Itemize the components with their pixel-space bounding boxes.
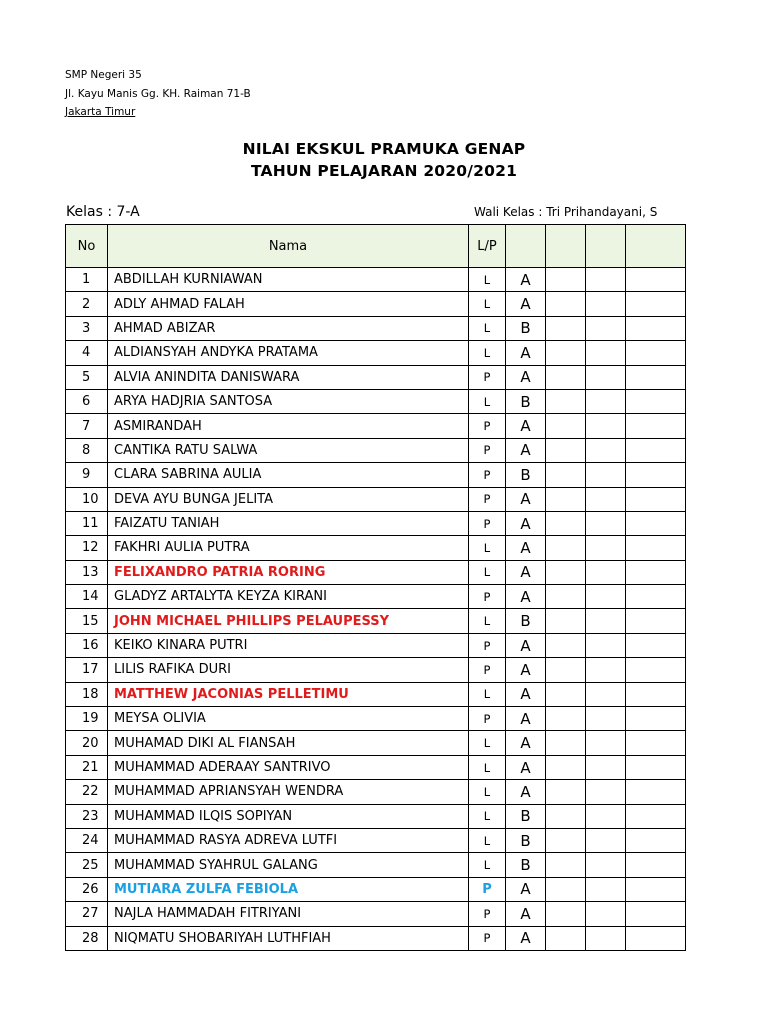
student-no: 17	[66, 658, 108, 682]
student-no: 11	[66, 511, 108, 535]
empty-cell	[586, 658, 626, 682]
student-no: 20	[66, 731, 108, 755]
empty-cell	[626, 389, 686, 413]
empty-cell	[546, 804, 586, 828]
header-blank	[506, 225, 546, 268]
table-row	[66, 682, 686, 706]
empty-cell	[546, 487, 586, 511]
table-row	[66, 365, 686, 389]
student-grade: A	[506, 707, 546, 731]
student-no: 4	[66, 341, 108, 365]
student-name: KEIKO KINARA PUTRI	[108, 633, 469, 657]
student-no: 18	[66, 682, 108, 706]
empty-cell	[586, 926, 626, 950]
student-no: 2	[66, 292, 108, 316]
student-name: MUTIARA ZULFA FEBIOLA	[108, 877, 469, 901]
student-name: JOHN MICHAEL PHILLIPS PELAUPESSY	[108, 609, 469, 633]
table-row	[66, 268, 686, 292]
empty-cell	[626, 365, 686, 389]
table-row	[66, 414, 686, 438]
student-gender: L	[469, 268, 506, 292]
empty-cell	[586, 585, 626, 609]
student-gender: L	[469, 853, 506, 877]
student-name: ADLY AHMAD FALAH	[108, 292, 469, 316]
empty-cell	[626, 707, 686, 731]
page-subtitle: TAHUN PELAJARAN 2020/2021	[250, 162, 518, 180]
student-no: 6	[66, 389, 108, 413]
empty-cell	[546, 755, 586, 779]
student-gender: L	[469, 560, 506, 584]
student-grade: B	[506, 316, 546, 340]
empty-cell	[626, 609, 686, 633]
grade-table	[65, 224, 686, 951]
table-row	[66, 755, 686, 779]
student-grade: B	[506, 804, 546, 828]
student-name: ALVIA ANINDITA DANISWARA	[108, 365, 469, 389]
empty-cell	[586, 804, 626, 828]
student-name: DEVA AYU BUNGA JELITA	[108, 487, 469, 511]
empty-cell	[546, 316, 586, 340]
student-gender: P	[469, 926, 506, 950]
empty-cell	[626, 536, 686, 560]
student-no: 23	[66, 804, 108, 828]
table-row	[66, 536, 686, 560]
student-grade: A	[506, 268, 546, 292]
student-no: 22	[66, 780, 108, 804]
student-no: 8	[66, 438, 108, 462]
empty-cell	[546, 438, 586, 462]
empty-cell	[546, 658, 586, 682]
student-no: 28	[66, 926, 108, 950]
empty-cell	[626, 633, 686, 657]
student-grade: A	[506, 365, 546, 389]
table-row	[66, 902, 686, 926]
empty-cell	[586, 853, 626, 877]
empty-cell	[586, 828, 626, 852]
empty-cell	[546, 560, 586, 584]
student-no: 9	[66, 463, 108, 487]
empty-cell	[586, 341, 626, 365]
empty-cell	[586, 463, 626, 487]
empty-cell	[586, 633, 626, 657]
student-gender: L	[469, 389, 506, 413]
student-name: MUHAMAD DIKI AL FIANSAH	[108, 731, 469, 755]
header-blank	[626, 225, 686, 268]
student-name: LILIS RAFIKA DURI	[108, 658, 469, 682]
class-label: Kelas	[66, 204, 103, 220]
empty-cell	[586, 316, 626, 340]
empty-cell	[586, 365, 626, 389]
empty-cell	[546, 731, 586, 755]
student-name: NAJLA HAMMADAH FITRIYANI	[108, 902, 469, 926]
table-row	[66, 853, 686, 877]
student-name: ABDILLAH KURNIAWAN	[108, 268, 469, 292]
header-blank	[546, 225, 586, 268]
student-name: FAKHRI AULIA PUTRA	[108, 536, 469, 560]
student-no: 10	[66, 487, 108, 511]
empty-cell	[546, 780, 586, 804]
student-gender: P	[469, 658, 506, 682]
student-gender: P	[469, 877, 506, 901]
empty-cell	[626, 585, 686, 609]
student-grade: A	[506, 341, 546, 365]
student-no: 21	[66, 755, 108, 779]
empty-cell	[626, 780, 686, 804]
student-grade: A	[506, 560, 546, 584]
empty-cell	[586, 877, 626, 901]
empty-cell	[626, 341, 686, 365]
homeroom-teacher: Wali Kelas : Tri Prihandayani, S	[474, 205, 658, 219]
empty-cell	[626, 828, 686, 852]
student-grade: B	[506, 463, 546, 487]
empty-cell	[626, 511, 686, 535]
table-row	[66, 389, 686, 413]
empty-cell	[586, 707, 626, 731]
empty-cell	[546, 682, 586, 706]
student-name: MUHAMMAD SYAHRUL GALANG	[108, 853, 469, 877]
student-no: 12	[66, 536, 108, 560]
table-row	[66, 926, 686, 950]
empty-cell	[546, 389, 586, 413]
empty-cell	[626, 438, 686, 462]
empty-cell	[546, 853, 586, 877]
student-grade: A	[506, 536, 546, 560]
student-grade: A	[506, 292, 546, 316]
table-row	[66, 731, 686, 755]
empty-cell	[546, 633, 586, 657]
empty-cell	[586, 682, 626, 706]
empty-cell	[626, 902, 686, 926]
student-grade: A	[506, 755, 546, 779]
student-name: MATTHEW JACONIAS PELLETIMU	[108, 682, 469, 706]
student-grade: A	[506, 633, 546, 657]
empty-cell	[586, 389, 626, 413]
empty-cell	[586, 609, 626, 633]
empty-cell	[586, 487, 626, 511]
student-name: AHMAD ABIZAR	[108, 316, 469, 340]
student-name: CANTIKA RATU SALWA	[108, 438, 469, 462]
student-no: 16	[66, 633, 108, 657]
student-gender: P	[469, 511, 506, 535]
empty-cell	[586, 414, 626, 438]
class-info	[66, 204, 140, 220]
empty-cell	[586, 560, 626, 584]
student-gender: L	[469, 536, 506, 560]
empty-cell	[546, 268, 586, 292]
student-no: 27	[66, 902, 108, 926]
school-address: Jl. Kayu Manis Gg. KH. Raiman 71-B	[65, 88, 251, 100]
student-gender: P	[469, 585, 506, 609]
student-grade: A	[506, 414, 546, 438]
empty-cell	[546, 609, 586, 633]
student-name: ALDIANSYAH ANDYKA PRATAMA	[108, 341, 469, 365]
student-gender: P	[469, 707, 506, 731]
student-gender: P	[469, 463, 506, 487]
school-city: Jakarta Timur	[65, 106, 136, 118]
student-name: MUHAMMAD ILQIS SOPIYAN	[108, 804, 469, 828]
student-name: ARYA HADJRIA SANTOSA	[108, 389, 469, 413]
student-grade: A	[506, 511, 546, 535]
student-name: FELIXANDRO PATRIA RORING	[108, 560, 469, 584]
student-no: 7	[66, 414, 108, 438]
student-gender: L	[469, 341, 506, 365]
student-name: MUHAMMAD APRIANSYAH WENDRA	[108, 780, 469, 804]
student-name: FAIZATU TANIAH	[108, 511, 469, 535]
empty-cell	[626, 731, 686, 755]
student-no: 15	[66, 609, 108, 633]
empty-cell	[586, 780, 626, 804]
page-title: NILAI EKSKUL PRAMUKA GENAP	[242, 140, 526, 158]
student-grade: A	[506, 902, 546, 926]
student-no: 1	[66, 268, 108, 292]
student-name: MUHAMMAD ADERAAY SANTRIVO	[108, 755, 469, 779]
empty-cell	[546, 707, 586, 731]
student-gender: L	[469, 731, 506, 755]
student-grade: A	[506, 585, 546, 609]
table-row	[66, 609, 686, 633]
empty-cell	[626, 268, 686, 292]
empty-cell	[546, 292, 586, 316]
student-no: 25	[66, 853, 108, 877]
empty-cell	[626, 316, 686, 340]
empty-cell	[586, 536, 626, 560]
student-grade: A	[506, 487, 546, 511]
student-name: NIQMATU SHOBARIYAH LUTHFIAH	[108, 926, 469, 950]
student-gender: L	[469, 682, 506, 706]
empty-cell	[586, 755, 626, 779]
student-name: MUHAMMAD RASYA ADREVA LUTFI	[108, 828, 469, 852]
empty-cell	[586, 292, 626, 316]
empty-cell	[546, 463, 586, 487]
empty-cell	[626, 414, 686, 438]
table-row	[66, 463, 686, 487]
student-grade: A	[506, 926, 546, 950]
empty-cell	[626, 487, 686, 511]
empty-cell	[546, 828, 586, 852]
empty-cell	[546, 536, 586, 560]
student-gender: L	[469, 780, 506, 804]
student-no: 5	[66, 365, 108, 389]
table-body	[66, 268, 686, 951]
student-no: 26	[66, 877, 108, 901]
student-grade: A	[506, 731, 546, 755]
empty-cell	[546, 365, 586, 389]
table-row	[66, 438, 686, 462]
student-gender: L	[469, 316, 506, 340]
empty-cell	[586, 438, 626, 462]
empty-cell	[626, 926, 686, 950]
table-row	[66, 780, 686, 804]
student-gender: P	[469, 438, 506, 462]
student-gender: P	[469, 633, 506, 657]
empty-cell	[626, 682, 686, 706]
student-gender: P	[469, 902, 506, 926]
header-blank	[586, 225, 626, 268]
table-row	[66, 828, 686, 852]
empty-cell	[546, 902, 586, 926]
student-no: 13	[66, 560, 108, 584]
grade-sheet	[65, 224, 768, 964]
empty-cell	[546, 511, 586, 535]
class-value: : 7-A	[107, 204, 140, 220]
empty-cell	[626, 853, 686, 877]
student-grade: B	[506, 853, 546, 877]
student-gender: P	[469, 414, 506, 438]
student-gender: L	[469, 609, 506, 633]
empty-cell	[586, 268, 626, 292]
student-name: MEYSA OLIVIA	[108, 707, 469, 731]
student-no: 3	[66, 316, 108, 340]
empty-cell	[626, 658, 686, 682]
student-gender: L	[469, 292, 506, 316]
table-row	[66, 804, 686, 828]
school-name: SMP Negeri 35	[65, 69, 142, 81]
empty-cell	[546, 414, 586, 438]
student-name: GLADYZ ARTALYTA KEYZA KIRANI	[108, 585, 469, 609]
student-grade: A	[506, 780, 546, 804]
student-no: 24	[66, 828, 108, 852]
student-gender: L	[469, 755, 506, 779]
table-row	[66, 511, 686, 535]
table-row	[66, 707, 686, 731]
empty-cell	[626, 804, 686, 828]
header-nama: Nama	[108, 225, 469, 268]
student-gender: L	[469, 804, 506, 828]
table-row	[66, 658, 686, 682]
student-name: ASMIRANDAH	[108, 414, 469, 438]
student-grade: B	[506, 828, 546, 852]
student-name: CLARA SABRINA AULIA	[108, 463, 469, 487]
empty-cell	[626, 560, 686, 584]
empty-cell	[586, 511, 626, 535]
student-gender: P	[469, 487, 506, 511]
empty-cell	[546, 341, 586, 365]
empty-cell	[626, 292, 686, 316]
student-grade: B	[506, 389, 546, 413]
header-lp: L/P	[469, 225, 506, 268]
table-row	[66, 341, 686, 365]
student-gender: P	[469, 365, 506, 389]
student-no: 19	[66, 707, 108, 731]
table-row	[66, 316, 686, 340]
table-header-row	[66, 225, 686, 268]
table-row	[66, 487, 686, 511]
student-gender: L	[469, 828, 506, 852]
student-grade: A	[506, 682, 546, 706]
empty-cell	[546, 585, 586, 609]
table-row	[66, 292, 686, 316]
empty-cell	[546, 926, 586, 950]
empty-cell	[626, 463, 686, 487]
student-grade: A	[506, 438, 546, 462]
empty-cell	[586, 731, 626, 755]
student-no: 14	[66, 585, 108, 609]
empty-cell	[546, 877, 586, 901]
header-no: No	[66, 225, 108, 268]
table-row	[66, 560, 686, 584]
table-row	[66, 633, 686, 657]
student-grade: B	[506, 609, 546, 633]
student-grade: A	[506, 658, 546, 682]
empty-cell	[626, 755, 686, 779]
empty-cell	[626, 877, 686, 901]
empty-cell	[586, 902, 626, 926]
student-grade: A	[506, 877, 546, 901]
table-row	[66, 877, 686, 901]
table-row	[66, 585, 686, 609]
